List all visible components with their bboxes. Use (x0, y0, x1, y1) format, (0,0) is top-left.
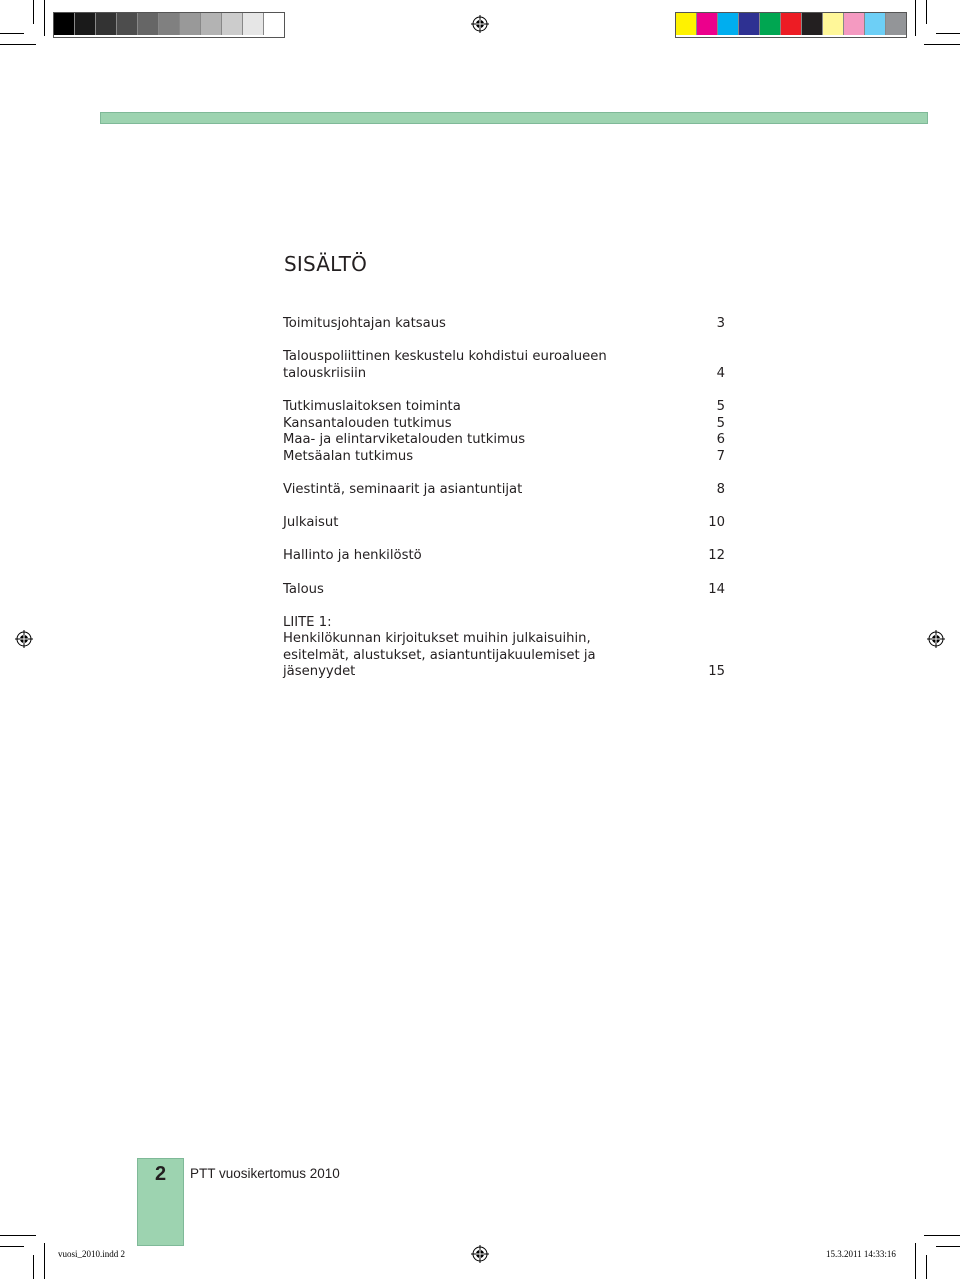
toc-entry-text: Henkilökunnan kirjoitukset muihin julkaisuihin, (283, 631, 591, 647)
toc-entry-page: 7 (716, 448, 725, 464)
toc-entry-text: Maa- ja elintarviketalouden tutkimus (283, 432, 526, 448)
toc-entry-text: Kansantalouden tutkimus (283, 415, 452, 431)
toc-entry (283, 366, 725, 383)
color-swatch (201, 13, 222, 35)
registration-mark-icon (15, 630, 33, 648)
registration-mark-icon (471, 15, 489, 33)
running-title: PTT vuosikertomus 2010 (190, 1166, 340, 1181)
toc-entry-text: jäsenyydet (283, 664, 356, 680)
toc-entry-text: LIITE 1: (283, 614, 332, 630)
grayscale-color-bar (53, 12, 285, 38)
toc-entry (283, 664, 725, 681)
toc-entry-text: Toimitusjohtajan katsaus (283, 316, 446, 331)
toc-entry (283, 631, 725, 648)
color-swatch (222, 13, 243, 35)
color-swatch (844, 13, 865, 35)
color-swatch (886, 13, 906, 35)
color-swatch (96, 13, 117, 35)
page-number: 2 (154, 1163, 167, 1185)
color-swatch (802, 13, 823, 35)
color-swatch (180, 13, 201, 35)
header-green-bar (100, 112, 928, 124)
toc-entry-page: 5 (716, 398, 725, 414)
toc-entry-page: 4 (716, 365, 725, 381)
toc-entry-text: Tutkimuslaitoksen toiminta (283, 398, 461, 414)
toc-entry (283, 515, 725, 532)
toc-entry-text: Viestintä, seminaarit ja asiantuntijat (283, 481, 523, 497)
color-swatch (739, 13, 760, 35)
toc-entry (283, 416, 725, 433)
registration-mark-icon (471, 1245, 489, 1263)
toc-entry (283, 615, 725, 632)
toc-entry (283, 432, 725, 449)
toc-title: SISÄLTÖ (284, 252, 368, 276)
process-color-bar (675, 12, 907, 38)
color-swatch (54, 13, 75, 35)
page-number-box (137, 1158, 184, 1246)
toc-entry (283, 482, 725, 499)
toc-entry-text: esitelmät, alustukset, asiantuntijakuulemiset ja (283, 647, 596, 663)
color-swatch (75, 13, 96, 35)
toc-entry (283, 316, 725, 333)
toc-entry-page: 15 (708, 664, 725, 680)
toc-entry-text: Hallinto ja henkilöstö (283, 548, 422, 564)
toc-entry-text: Talous (283, 581, 324, 597)
toc-entry (283, 449, 725, 466)
color-swatch (718, 13, 739, 35)
slug-filename: vuosi_2010.indd 2 (58, 1249, 126, 1259)
toc-entry-page: 12 (708, 548, 725, 564)
toc-entry-text: Julkaisut (283, 515, 339, 531)
toc-entry-text: talouskriisiin (283, 365, 367, 381)
color-swatch (243, 13, 264, 35)
color-swatch (781, 13, 802, 35)
toc-entry-text: Talouspoliittinen keskustelu kohdistui euroalueen (283, 349, 607, 365)
color-swatch (865, 13, 886, 35)
color-swatch (760, 13, 781, 35)
color-swatch (823, 13, 844, 35)
toc-entry-page: 3 (716, 316, 725, 331)
registration-mark-icon (927, 630, 945, 648)
toc-entry-page: 8 (716, 481, 725, 497)
color-swatch (264, 13, 284, 35)
table-of-contents (283, 316, 725, 681)
toc-entry-page: 6 (716, 432, 725, 448)
toc-entry-text: Metsäalan tutkimus (283, 448, 414, 464)
color-swatch (676, 13, 697, 35)
toc-entry-page: 14 (708, 581, 725, 597)
color-swatch (117, 13, 138, 35)
toc-entry (283, 582, 725, 599)
toc-entry (283, 399, 725, 416)
color-swatch (138, 13, 159, 35)
toc-entry (283, 648, 725, 665)
toc-entry-page: 5 (716, 415, 725, 431)
color-swatch (159, 13, 180, 35)
toc-entry (283, 349, 725, 366)
toc-entry (283, 548, 725, 565)
toc-entry-page: 10 (708, 515, 725, 531)
color-swatch (697, 13, 718, 35)
slug-timestamp: 15.3.2011 14:33:16 (826, 1249, 896, 1259)
